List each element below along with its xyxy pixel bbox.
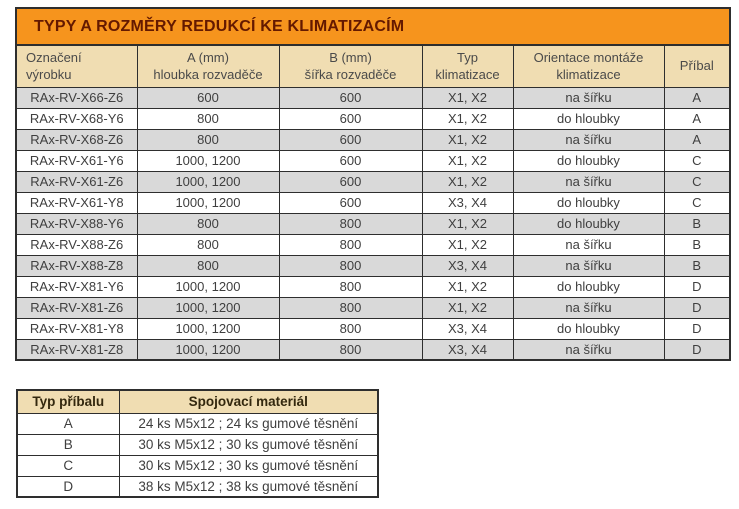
joining-material-cell: 24 ks M5x12 ; 24 ks gumové těsnění: [119, 413, 378, 434]
width-b-cell: 800: [279, 297, 422, 318]
ac-type-cell: X1, X2: [422, 297, 513, 318]
header-line: B (mm): [329, 49, 372, 65]
width-b-cell: 600: [279, 87, 422, 108]
column-header-mount-orientation: [513, 45, 664, 87]
package-cell: D: [664, 339, 730, 360]
table-row: [16, 192, 730, 213]
depth-a-cell: 800: [137, 234, 279, 255]
ac-type-cell: X1, X2: [422, 150, 513, 171]
column-header-depth-a: [137, 45, 279, 87]
ac-type-cell: X1, X2: [422, 276, 513, 297]
depth-a-cell: 1000, 1200: [137, 171, 279, 192]
depth-a-cell: 800: [137, 255, 279, 276]
product-code-cell: RAx-RV-X81-Y8: [16, 318, 137, 339]
product-code-cell: RAx-RV-X66-Z6: [16, 87, 137, 108]
product-code-cell: RAx-RV-X88-Y6: [16, 213, 137, 234]
mount-orientation-cell: na šířku: [513, 171, 664, 192]
package-type-cell: C: [17, 455, 119, 476]
ac-type-cell: X1, X2: [422, 213, 513, 234]
header-line: Orientace montáže: [533, 49, 644, 65]
mount-orientation-cell: na šířku: [513, 129, 664, 150]
mount-orientation-cell: na šířku: [513, 87, 664, 108]
ac-type-cell: X3, X4: [422, 339, 513, 360]
table-row: [16, 150, 730, 171]
package-cell: C: [664, 171, 730, 192]
table-row: [16, 276, 730, 297]
mount-orientation-cell: na šířku: [513, 339, 664, 360]
table-row: [17, 413, 378, 434]
header-line: Označení: [26, 49, 82, 65]
ac-type-cell: X1, X2: [422, 129, 513, 150]
product-code-cell: RAx-RV-X61-Y6: [16, 150, 137, 171]
width-b-cell: 600: [279, 129, 422, 150]
package-cell: B: [664, 255, 730, 276]
ac-type-cell: X1, X2: [422, 234, 513, 255]
table-title: TYPY A ROZMĚRY REDUKCÍ KE KLIMATIZACÍM: [16, 8, 730, 45]
mount-orientation-cell: na šířku: [513, 234, 664, 255]
depth-a-cell: 1000, 1200: [137, 297, 279, 318]
package-type-cell: B: [17, 434, 119, 455]
table-row: [16, 339, 730, 360]
reducer-types-table: [15, 7, 731, 361]
table-row: [17, 434, 378, 455]
width-b-cell: 800: [279, 276, 422, 297]
product-code-cell: RAx-RV-X68-Z6: [16, 129, 137, 150]
mount-orientation-cell: na šířku: [513, 255, 664, 276]
table-row: [16, 255, 730, 276]
column-header-package: [664, 45, 730, 87]
table-row: [16, 108, 730, 129]
table-body: [16, 87, 730, 360]
product-code-cell: RAx-RV-X81-Y6: [16, 276, 137, 297]
ac-type-cell: X3, X4: [422, 192, 513, 213]
ac-type-cell: X1, X2: [422, 171, 513, 192]
depth-a-cell: 1000, 1200: [137, 339, 279, 360]
joining-material-cell: 38 ks M5x12 ; 38 ks gumové těsnění: [119, 476, 378, 497]
joining-material-cell: 30 ks M5x12 ; 30 ks gumové těsnění: [119, 455, 378, 476]
table-row: [16, 87, 730, 108]
width-b-cell: 600: [279, 108, 422, 129]
header-line: klimatizace: [435, 67, 500, 83]
width-b-cell: 800: [279, 255, 422, 276]
column-header-width-b: [279, 45, 422, 87]
table-row: [17, 455, 378, 476]
package-cell: D: [664, 276, 730, 297]
column-header-product: [16, 45, 137, 87]
mount-orientation-cell: na šířku: [513, 297, 664, 318]
header-line: výrobku: [26, 67, 72, 83]
accessory-table-body: [17, 413, 378, 497]
ac-type-cell: X1, X2: [422, 108, 513, 129]
package-cell: A: [664, 129, 730, 150]
depth-a-cell: 800: [137, 213, 279, 234]
header-line: Příbal: [679, 58, 714, 74]
header-line: A (mm): [187, 49, 229, 65]
column-header-ac-type: [422, 45, 513, 87]
accessory-header-row: [17, 390, 378, 413]
table-title-row: [16, 8, 730, 45]
width-b-cell: 600: [279, 192, 422, 213]
ac-type-cell: X3, X4: [422, 318, 513, 339]
table-row: [16, 129, 730, 150]
product-code-cell: RAx-RV-X61-Z6: [16, 171, 137, 192]
depth-a-cell: 800: [137, 129, 279, 150]
package-cell: D: [664, 297, 730, 318]
width-b-cell: 800: [279, 234, 422, 255]
package-cell: D: [664, 318, 730, 339]
table-row: [16, 318, 730, 339]
product-code-cell: RAx-RV-X81-Z6: [16, 297, 137, 318]
table-header-row: [16, 45, 730, 87]
width-b-cell: 800: [279, 318, 422, 339]
mount-orientation-cell: do hloubky: [513, 318, 664, 339]
depth-a-cell: 800: [137, 108, 279, 129]
product-code-cell: RAx-RV-X61-Y8: [16, 192, 137, 213]
joining-material-cell: 30 ks M5x12 ; 30 ks gumové těsnění: [119, 434, 378, 455]
width-b-cell: 800: [279, 213, 422, 234]
depth-a-cell: 1000, 1200: [137, 318, 279, 339]
ac-type-cell: X3, X4: [422, 255, 513, 276]
header-line: klimatizace: [556, 67, 621, 83]
package-cell: C: [664, 192, 730, 213]
table-row: [17, 476, 378, 497]
width-b-cell: 600: [279, 171, 422, 192]
table-row: [16, 234, 730, 255]
package-cell: A: [664, 108, 730, 129]
product-code-cell: RAx-RV-X68-Y6: [16, 108, 137, 129]
package-cell: B: [664, 213, 730, 234]
table-row: [16, 213, 730, 234]
header-line: hloubka rozvaděče: [153, 67, 263, 83]
mount-orientation-cell: do hloubky: [513, 192, 664, 213]
product-code-cell: RAx-RV-X88-Z8: [16, 255, 137, 276]
product-code-cell: RAx-RV-X81-Z8: [16, 339, 137, 360]
mount-orientation-cell: do hloubky: [513, 150, 664, 171]
mount-orientation-cell: do hloubky: [513, 276, 664, 297]
column-header-package-type: Typ příbalu: [17, 390, 119, 413]
package-type-cell: D: [17, 476, 119, 497]
width-b-cell: 800: [279, 339, 422, 360]
mount-orientation-cell: do hloubky: [513, 213, 664, 234]
header-line: šířka rozvaděče: [304, 67, 397, 83]
header-line: Typ: [457, 49, 478, 65]
table-row: [16, 297, 730, 318]
depth-a-cell: 1000, 1200: [137, 192, 279, 213]
package-type-cell: A: [17, 413, 119, 434]
package-cell: B: [664, 234, 730, 255]
depth-a-cell: 600: [137, 87, 279, 108]
table-row: [16, 171, 730, 192]
package-cell: A: [664, 87, 730, 108]
depth-a-cell: 1000, 1200: [137, 150, 279, 171]
ac-type-cell: X1, X2: [422, 87, 513, 108]
package-cell: C: [664, 150, 730, 171]
mount-orientation-cell: do hloubky: [513, 108, 664, 129]
accessory-material-table: [16, 389, 379, 498]
column-header-joining-material: Spojovací materiál: [119, 390, 378, 413]
depth-a-cell: 1000, 1200: [137, 276, 279, 297]
product-code-cell: RAx-RV-X88-Z6: [16, 234, 137, 255]
width-b-cell: 600: [279, 150, 422, 171]
